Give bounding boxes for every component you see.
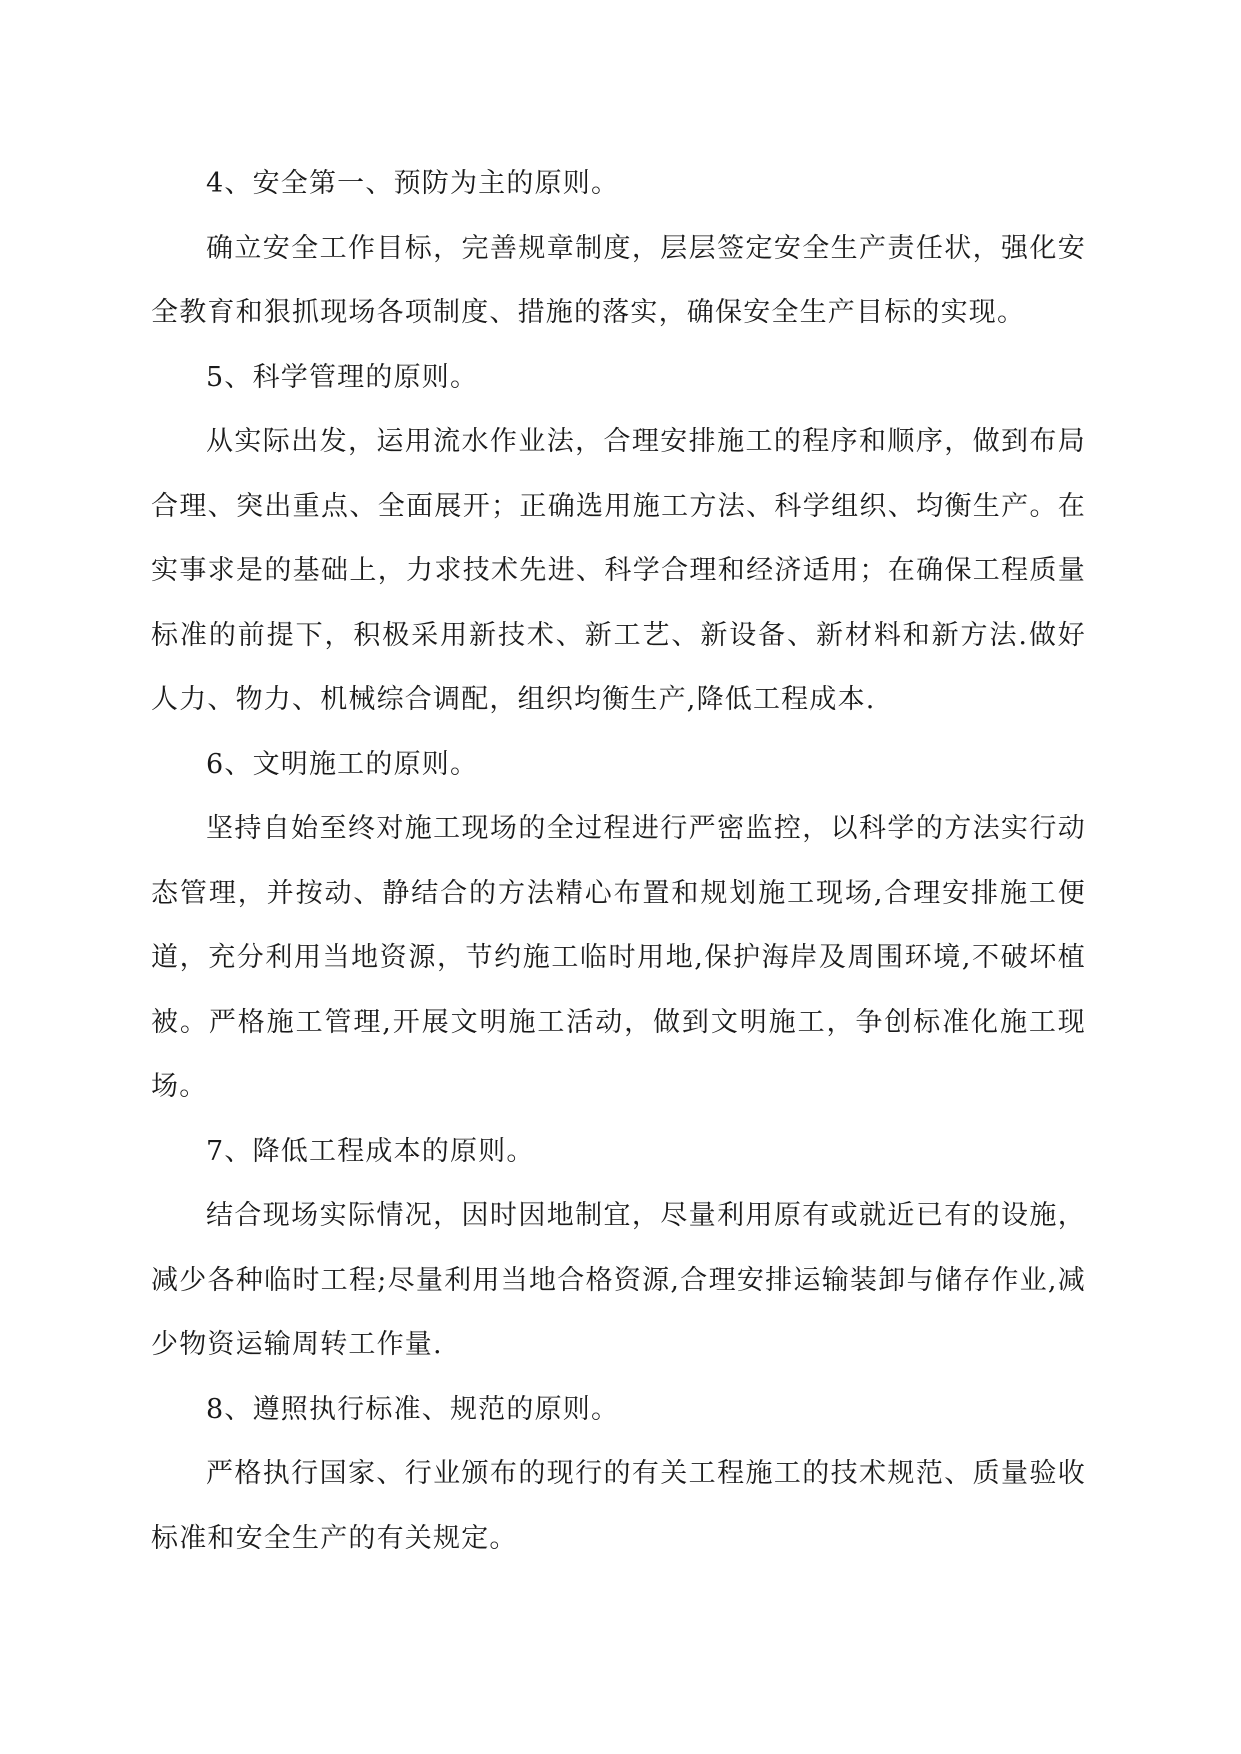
heading-principle-4: 4、安全第一、预防为主的原则。 — [206, 168, 620, 199]
heading-principle-6: 6、文明施工的原则。 — [206, 748, 479, 780]
paragraph-standards: 严格执行国家、行业颁布的现行的有关工程施工的技术规范、质量验收标准和安全生产的有关规定。 — [151, 1458, 1086, 1554]
paragraph-civilized-construction: 坚持自始至终对施工现场的全过程进行严密监控，以科学的方法实行动态管理，并按动、静结合的方法精心布置和规划施工现场,合理安排施工便道，充分利用当地资源，节约施工临时用地,保护海岸及周围环境,不破坏植被。严格施工管理,开展文明施工活动，做到文明施工，争创标准化施工现场。 — [151, 813, 1086, 1102]
paragraph-cost-reduction: 结合现场实际情况，因时因地制宜，尽量利用原有或就近已有的设施，减少各种临时工程;尽量利用当地合格资源,合理安排运输装卸与储存作业,减少物资运输周转工作量. — [151, 1200, 1086, 1360]
paragraph-scientific-management: 从实际出发，运用流水作业法，合理安排施工的程序和顺序，做到布局合理、突出重点、全面展开；正确选用施工方法、科学组织、均衡生产。在实事求是的基础上，力求技术先进、科学合理和经济适用；在确保工程质量标准的前提下，积极采用新技术、新工艺、新设备、新材料和新方法.做好人力、物力、机械综合调配，组织均衡生产,降低工程成本. — [151, 426, 1086, 715]
heading-principle-5: 5、科学管理的原则。 — [206, 361, 479, 393]
paragraph-safety: 确立安全工作目标，完善规章制度，层层签定安全生产责任状，强化安全教育和狠抓现场各项制度、措施的落实，确保安全生产目标的实现。 — [151, 232, 1086, 328]
heading-principle-8: 8、遵照执行标准、规范的原则。 — [206, 1393, 620, 1425]
document-body — [151, 152, 1086, 1571]
heading-principle-7: 7、降低工程成本的原则。 — [206, 1135, 535, 1167]
